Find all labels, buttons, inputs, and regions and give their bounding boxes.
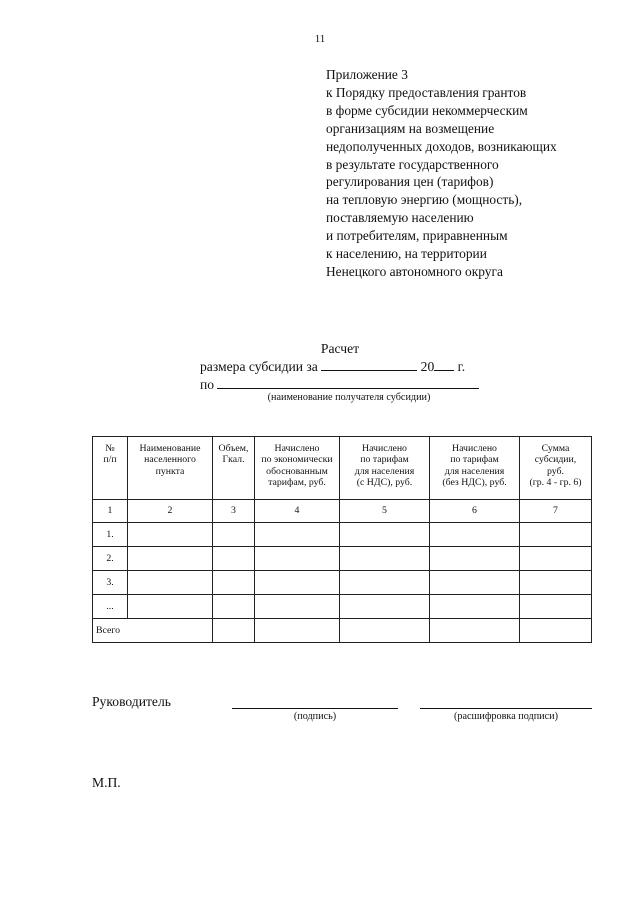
year-suffix: г. [457, 359, 466, 374]
table-cell [213, 571, 255, 595]
period-prefix: размера субсидии за [200, 359, 318, 374]
appendix-line: Приложение 3 [326, 67, 408, 82]
appendix-line: на тепловую энергию (мощность), [326, 192, 523, 208]
table-cell [213, 619, 255, 643]
column-number: 3 [213, 500, 255, 523]
appendix-line: регулирования цен (тарифов) [326, 174, 494, 190]
year-blank [434, 358, 454, 371]
header-cell [430, 437, 520, 500]
header-cell [255, 437, 340, 500]
table-row [93, 547, 592, 571]
table-cell [520, 523, 592, 547]
table-cell [520, 595, 592, 619]
appendix-line: в результате государственного [326, 156, 499, 172]
recipient-prefix: по [200, 377, 215, 392]
table-cell [340, 619, 430, 643]
appendix-line: Ненецкого автономного округа [326, 263, 503, 279]
header-text: Сумма субсидии, руб. (гр. 4 - гр. 6) [529, 443, 582, 489]
table-cell [340, 571, 430, 595]
seal-label: M.П. [92, 775, 121, 790]
table-header-row [93, 437, 592, 500]
table-cell [340, 547, 430, 571]
table-cell [255, 523, 340, 547]
subsidy-calculation-table [92, 436, 592, 643]
table-cell [128, 571, 213, 595]
table-cell [430, 595, 520, 619]
column-number: 5 [340, 500, 430, 523]
calculation-period-line [200, 358, 465, 375]
appendix-line: недополученных доходов, возникающих [326, 138, 557, 154]
table-row [93, 595, 592, 619]
page-number: 11 [314, 33, 326, 45]
row-number: 3. [93, 571, 128, 595]
year-prefix: 20 [420, 359, 435, 374]
signature-caption: (подпись) [293, 711, 337, 722]
total-row [93, 619, 592, 643]
row-number: 1. [93, 523, 128, 547]
appendix-header [326, 66, 626, 281]
header-cell [93, 437, 128, 500]
header-text: Начислено по тарифам для населения (без НДС), руб. [442, 443, 507, 489]
header-cell [128, 437, 213, 500]
appendix-line: и потребителям, приравненным [326, 228, 508, 244]
total-label: Всего [93, 619, 213, 643]
signature-line [232, 708, 398, 709]
table-cell [255, 547, 340, 571]
column-number-row [93, 500, 592, 523]
table-cell [430, 547, 520, 571]
row-number: 2. [93, 547, 128, 571]
header-cell [520, 437, 592, 500]
header-text: Объем, Гкал. [218, 443, 249, 466]
column-number: 1 [93, 500, 128, 523]
period-blank [321, 358, 417, 371]
calculation-recipient-line [200, 376, 479, 393]
table-cell [213, 547, 255, 571]
header-text: № п/п [103, 443, 117, 466]
table-cell [430, 619, 520, 643]
table-cell [430, 523, 520, 547]
table-cell [128, 523, 213, 547]
table-cell [520, 547, 592, 571]
table-cell [340, 595, 430, 619]
appendix-line: поставляемую населению [326, 210, 474, 226]
column-number: 7 [520, 500, 592, 523]
table-cell [128, 547, 213, 571]
table-cell [255, 619, 340, 643]
table-cell [213, 523, 255, 547]
appendix-line: к населению, на территории [326, 246, 487, 262]
row-number: ... [93, 595, 128, 619]
table-cell [255, 595, 340, 619]
column-number: 6 [430, 500, 520, 523]
table-cell [520, 571, 592, 595]
table-cell [213, 595, 255, 619]
recipient-blank [217, 376, 479, 389]
column-number: 2 [128, 500, 213, 523]
appendix-line: к Порядку предоставления грантов [326, 84, 527, 100]
signature-decode-line [420, 708, 592, 709]
recipient-caption: (наименование получателя субсидии) [267, 392, 431, 403]
signature-decode-caption: (расшифровка подписи) [454, 711, 558, 722]
table-row [93, 523, 592, 547]
header-cell [340, 437, 430, 500]
header-text: Начислено по экономически обоснованным тарифам, руб. [261, 443, 333, 489]
header-text: Наименование населенного пункта [139, 443, 201, 477]
header-cell [213, 437, 255, 500]
appendix-line: организациям на возмещение [326, 120, 495, 136]
table-cell [128, 595, 213, 619]
table-cell [430, 571, 520, 595]
header-text: Начислено по тарифам для населения (с НДС), руб. [354, 443, 415, 489]
calculation-title: Расчет [320, 341, 360, 356]
table-cell [340, 523, 430, 547]
table-row [93, 571, 592, 595]
appendix-line: в форме субсидии некоммерческим [326, 102, 528, 118]
column-number: 4 [255, 500, 340, 523]
table-cell [520, 619, 592, 643]
director-label: Руководитель [92, 694, 171, 709]
table-cell [255, 571, 340, 595]
